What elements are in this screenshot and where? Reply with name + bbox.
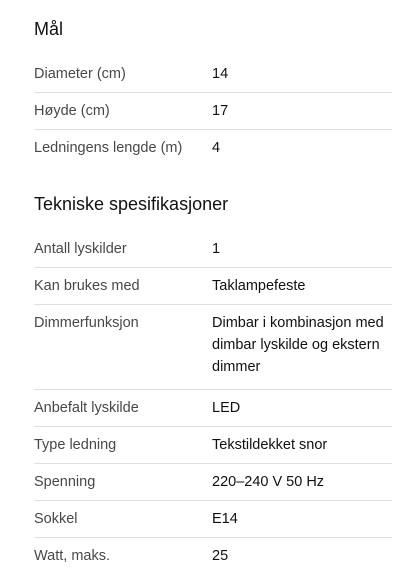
spec-row: [34, 390, 392, 427]
spec-value: 25: [212, 548, 229, 564]
spec-label: Spenning: [34, 474, 96, 490]
technical-specs-heading: Tekniske spesifikasjoner: [34, 194, 229, 214]
spec-label: Høyde (cm): [34, 103, 110, 119]
spec-value: 220–240 V 50 Hz: [212, 474, 325, 490]
dimensions-heading: Mål: [34, 19, 64, 39]
spec-value: 14: [212, 66, 229, 82]
spec-row: [34, 501, 392, 538]
spec-row: [34, 56, 392, 93]
spec-row: [34, 268, 392, 305]
spec-value: E14: [212, 511, 238, 527]
spec-row: [34, 538, 392, 575]
dimensions-table: [34, 56, 392, 167]
spec-value: 1: [212, 241, 221, 257]
spec-label: Dimmerfunksjon: [34, 315, 139, 331]
spec-row: [34, 464, 392, 501]
spec-value: LED: [212, 400, 241, 416]
spec-label: Anbefalt lyskilde: [34, 400, 139, 416]
spec-value: 17: [212, 103, 229, 119]
spec-row: [34, 305, 392, 390]
spec-row: [34, 93, 392, 130]
spec-label: Diameter (cm): [34, 66, 126, 82]
spec-label: Watt, maks.: [34, 548, 110, 564]
spec-label: Ledningens lengde (m): [34, 140, 183, 156]
spec-row: [34, 231, 392, 268]
spec-label: Antall lyskilder: [34, 241, 127, 257]
spec-row: [34, 427, 392, 464]
technical-specs-table: [34, 231, 392, 575]
spec-value: Dimbar i kombinasjon med dimbar lyskilde og ekstern dimmer: [212, 315, 384, 375]
spec-value: 4: [212, 140, 221, 156]
spec-label: Kan brukes med: [34, 278, 140, 294]
spec-value: Tekstildekket snor: [212, 437, 328, 453]
spec-label: Type ledning: [34, 437, 117, 453]
spec-label: Sokkel: [34, 511, 78, 527]
spec-value: Taklampefeste: [212, 278, 306, 294]
spec-row: [34, 130, 392, 167]
